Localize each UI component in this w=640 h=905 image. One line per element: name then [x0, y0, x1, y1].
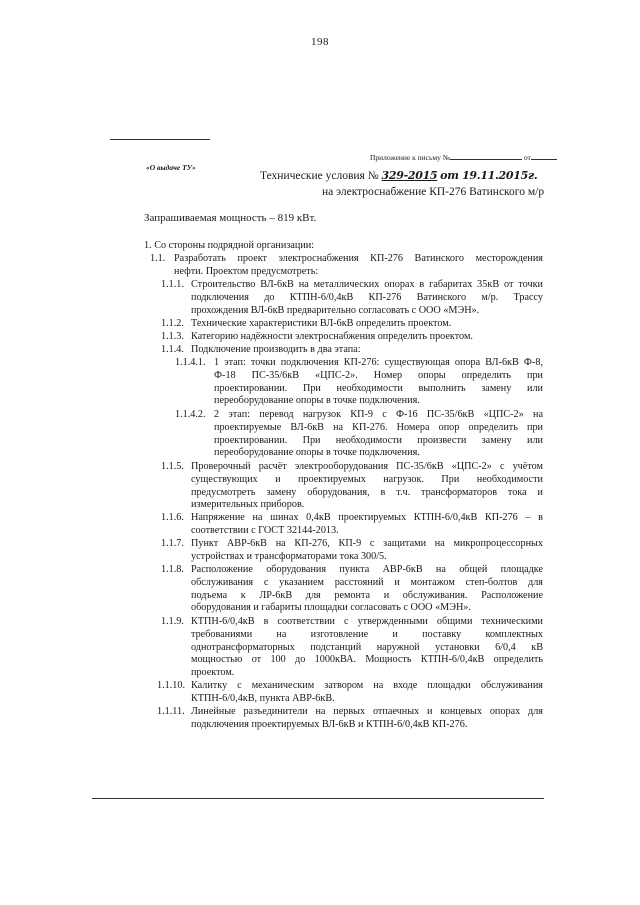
item-text-line: 1 этап: точки подключения КП-276: существующая опора ВЛ-6кВ Ф-8, — [214, 357, 543, 368]
attachment-suffix: от — [523, 153, 531, 162]
item-text — [191, 616, 543, 680]
item-text-line: Подключение производить в два этапа: — [191, 344, 361, 355]
item-text-line: Технические характеристики ВЛ-6кВ определить проектом. — [191, 318, 452, 329]
item-text-line: обслуживания с указанием расстояний и монтажом степ-болтов для — [191, 576, 543, 588]
item-text-line: Проверочный расчёт электрооборудования ПС-35/6кВ «ЦПС-2» с учётом — [191, 461, 543, 472]
item-number: 1.1.7. — [161, 538, 184, 549]
item-text-line: КТПН-6/0,4кВ в соответствии с утвержденными общими техническими — [191, 616, 543, 627]
item-text-line: однотрансформаторных подстанций наружной установки 6/0,4 кВ — [191, 641, 543, 653]
attachment-date-blank — [531, 159, 557, 160]
item-text — [191, 512, 543, 538]
item-text-line: измерительных приборов. — [191, 499, 305, 511]
attachment-reference — [370, 153, 557, 162]
handwritten-date: от 19.11.2015г. — [440, 169, 538, 182]
item-text-line: подключения до КТПН-6/0,4кВ КП-276 Ватинского м/р. Трассу — [191, 291, 543, 303]
item-text — [191, 331, 543, 344]
item-text — [191, 461, 543, 512]
item-text — [191, 564, 543, 615]
item-text-line: КТПН-6/0,4кВ, пункта АВР-6кВ. — [191, 692, 335, 704]
title-main: Технические условия № — [260, 170, 379, 182]
item-text-line: требованиями на изготовление и поставку комплектных — [191, 628, 543, 640]
item-text-line: устройствах и трансформаторами тока 300/5. — [191, 550, 387, 562]
item-number: 1.1.2. — [161, 318, 184, 329]
item-number: 1.1.11. — [157, 706, 185, 717]
item-text — [191, 538, 543, 564]
item-text-line: Линейные разъединители на первых отпаечных и концевых опорах для — [191, 706, 543, 717]
item-text — [191, 344, 543, 357]
item-text — [214, 409, 543, 460]
item-text — [191, 318, 543, 331]
item-text-line: Категорию надёжности электроснабжения определить проектом. — [191, 331, 473, 342]
top-divider — [110, 139, 210, 140]
subject-stamp: «О выдаче ТУ» — [146, 163, 196, 172]
item-text — [191, 680, 543, 706]
attachment-number-blank — [450, 159, 522, 160]
requested-power: Запрашиваемая мощность – 819 кВт. — [144, 212, 317, 224]
item-text-line: прохождения ВЛ-6кВ предварительно согласовать с ООО «МЭН». — [191, 304, 480, 316]
item-text-line: существующих и проектируемых нагрузок. При необходимости — [191, 473, 543, 485]
bottom-divider — [92, 798, 544, 799]
item-text-line: проектировании. При необходимости выполнить замену или — [214, 382, 543, 394]
item-text-line: Пункт АВР-6кВ на КП-276, КП-9 с защитами на микропроцессорных — [191, 538, 543, 549]
item-text-line: проектом. — [191, 667, 235, 679]
item-text-line: Разработать проект электроснабжения КП-276 Ватинского месторождения — [174, 253, 543, 264]
attachment-prefix: Приложение к письму № — [370, 153, 450, 162]
handwritten-number: 329-2015 — [381, 169, 438, 182]
item-text — [191, 706, 543, 732]
item-text-line: мощностью от 100 до 1000кВА. Мощность КТПН-6/0,4кВ определить — [191, 654, 543, 666]
item-number: 1.1.3. — [161, 331, 184, 342]
item-text-line: нефти. Проектом предусмотреть: — [174, 265, 319, 277]
document-title — [260, 169, 537, 182]
item-number: 1.1.6. — [161, 512, 184, 523]
item-text — [214, 357, 543, 408]
item-number: 1.1.4. — [161, 344, 184, 355]
item-text-line: подключения проектируемых ВЛ-6кВ и КТПН-6/0,4кВ КП-276. — [191, 718, 468, 730]
item-text-line: Расположение оборудования пункта АВР-6кВ на общей площадке — [191, 564, 543, 575]
item-number: 1.1.8. — [161, 564, 184, 575]
item-text-line: Строительство ВЛ-6кВ на металлических опорах в габаритах 35кВ от точки — [191, 279, 543, 290]
item-text-line: предусмотреть замену оборудования, в т.ч. трансформаторов тока и — [191, 486, 543, 498]
item-text — [191, 279, 543, 317]
item-number: 1.1.4.2. — [175, 409, 206, 420]
page-number: 198 — [311, 36, 329, 48]
item-text-line: 2 этап: перевод нагрузок КП-9 с Ф-16 ПС-35/6кВ «ЦПС-2» на — [214, 409, 543, 420]
item-text-line: переоборудование опоры в точке подключения. — [214, 395, 420, 407]
item-number: 1.1.5. — [161, 461, 184, 472]
item-number: 1.1.9. — [161, 616, 184, 627]
item-text-line: переоборудование опоры в точке подключения. — [214, 447, 420, 459]
item-text-line: Напряжение на шинах 0,4кВ проектируемых КТПН-6/0,4кВ КП-276 – в — [191, 512, 543, 523]
item-number: 1.1.4.1. — [175, 357, 206, 368]
item-number: 1.1. — [150, 253, 166, 264]
item-text-line: оборудования и габариты площадки согласовать с ООО «МЭН». — [191, 602, 471, 614]
document-subtitle: на электроснабжение КП-276 Ватинского м/р — [322, 186, 545, 198]
item-number: 1.1.10. — [157, 680, 186, 691]
item-text — [174, 253, 543, 279]
item-number: 1.1.1. — [161, 279, 184, 290]
item-text-line: проектировании. При необходимости произвести замену или — [214, 434, 543, 446]
item-text-line: проектируемые ВЛ-6кВ на КП-276. Номера опор определить при — [214, 421, 543, 433]
item-text-line: Калитку с механическим затвором на входе площадки обслуживания — [191, 680, 543, 691]
item-text-line: Ф-18 ПС-35/6кВ «ЦПС-2». Номер опоры определить при — [214, 369, 543, 381]
item-text-line: подъема к ЛР-6кВ для ремонта и обслуживания. Расположение — [191, 589, 543, 601]
section-heading: 1. Со стороны подрядной организации: — [144, 240, 315, 251]
item-text-line: соответствии с ГОСТ 32144-2013. — [191, 524, 339, 536]
